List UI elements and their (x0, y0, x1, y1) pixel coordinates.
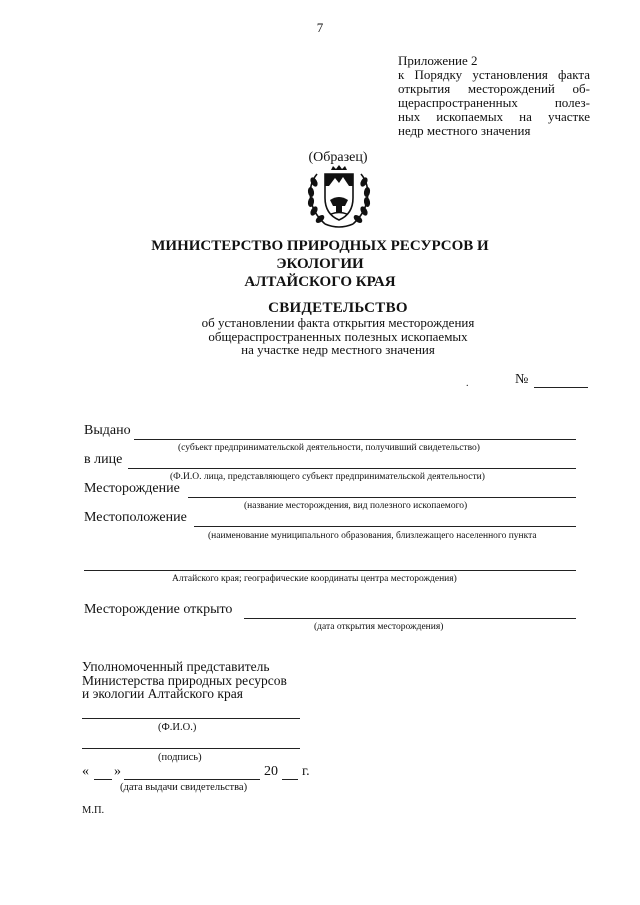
date-year-suffix: г. (302, 764, 310, 779)
issued-to-field[interactable] (134, 439, 576, 440)
ministry-line-1: МИНИСТЕРСТВО ПРИРОДНЫХ РЕСУРСОВ И ЭКОЛОГИИ (151, 238, 489, 272)
appendix-line: ных ископаемых на участке (398, 109, 590, 124)
altai-coat-of-arms-icon (303, 164, 375, 232)
date-day-field[interactable] (94, 779, 112, 780)
in-person-field[interactable] (128, 468, 576, 469)
page-number: 7 (316, 20, 324, 35)
date-year-prefix: 20 (264, 764, 278, 779)
fio-field[interactable] (82, 718, 300, 719)
discovered-label: Месторождение открыто (84, 602, 233, 617)
date-close-quote: » (114, 764, 121, 779)
date-year-field[interactable] (282, 779, 298, 780)
certificate-number-field[interactable] (534, 387, 588, 388)
appendix-line: к Порядку установления факта (398, 67, 590, 82)
ministry-line-2: АЛТАЙСКОГО КРАЯ (244, 274, 396, 290)
fio-hint: (Ф.И.О.) (158, 722, 197, 733)
stamp-place-label: М.П. (82, 805, 105, 816)
certificate-subtitle (150, 316, 526, 357)
location-label: Местоположение (84, 510, 187, 525)
in-person-hint: (Ф.И.О. лица, представляющего субъект предпринимательской деятельности) (170, 472, 485, 482)
ministry-name (110, 237, 530, 291)
in-person-label: в лице (84, 452, 123, 467)
issue-date-hint: (дата выдачи свидетельства) (120, 782, 248, 793)
signer-line: и экологии Алтайского края (82, 686, 243, 701)
certificate-subtitle-line: об установлении факта открытия месторождения (201, 315, 475, 330)
certificate-subtitle-line: общераспространенных полезных ископаемых (208, 328, 468, 344)
signer-line: Уполномоченный представитель (82, 659, 270, 674)
signature-field[interactable] (82, 748, 300, 749)
appendix-note (398, 54, 590, 138)
certificate-subtitle-line: на участке недр местного значения (241, 342, 435, 357)
discovery-date-field[interactable] (244, 618, 576, 619)
certificate-number-label: № (515, 372, 529, 387)
location-field-2[interactable] (84, 570, 576, 571)
signer-line: Министерства природных ресурсов (82, 672, 287, 688)
stray-dot: . (466, 378, 469, 389)
appendix-line: щераспространенных полез- (398, 95, 590, 110)
deposit-field[interactable] (188, 497, 576, 498)
discovered-hint: (дата открытия месторождения) (314, 622, 444, 632)
location-hint-2: Алтайского края; географические координаты центра месторождения) (172, 574, 457, 584)
appendix-line: Приложение 2 (398, 53, 478, 68)
sample-label: (Образец) (308, 150, 368, 165)
location-field[interactable] (194, 526, 576, 527)
issued-to-hint: (субъект предпринимательской деятельности, получивший свидетельство) (178, 443, 480, 453)
deposit-hint: (название месторождения, вид полезного ископаемого) (244, 501, 468, 511)
signer-title (82, 660, 287, 701)
signature-hint: (подпись) (158, 752, 202, 763)
date-open-quote: « (82, 764, 89, 779)
date-month-field[interactable] (124, 779, 260, 780)
appendix-line: открытия месторождений об- (398, 81, 590, 96)
deposit-label: Месторождение (84, 481, 180, 496)
issued-to-label: Выдано (84, 423, 131, 438)
appendix-line: недр местного значения (398, 123, 531, 138)
certificate-title: СВИДЕТЕЛЬСТВО (268, 300, 408, 316)
location-hint: (наименование муниципального образования, близлежащего населенного пункта (208, 531, 537, 541)
